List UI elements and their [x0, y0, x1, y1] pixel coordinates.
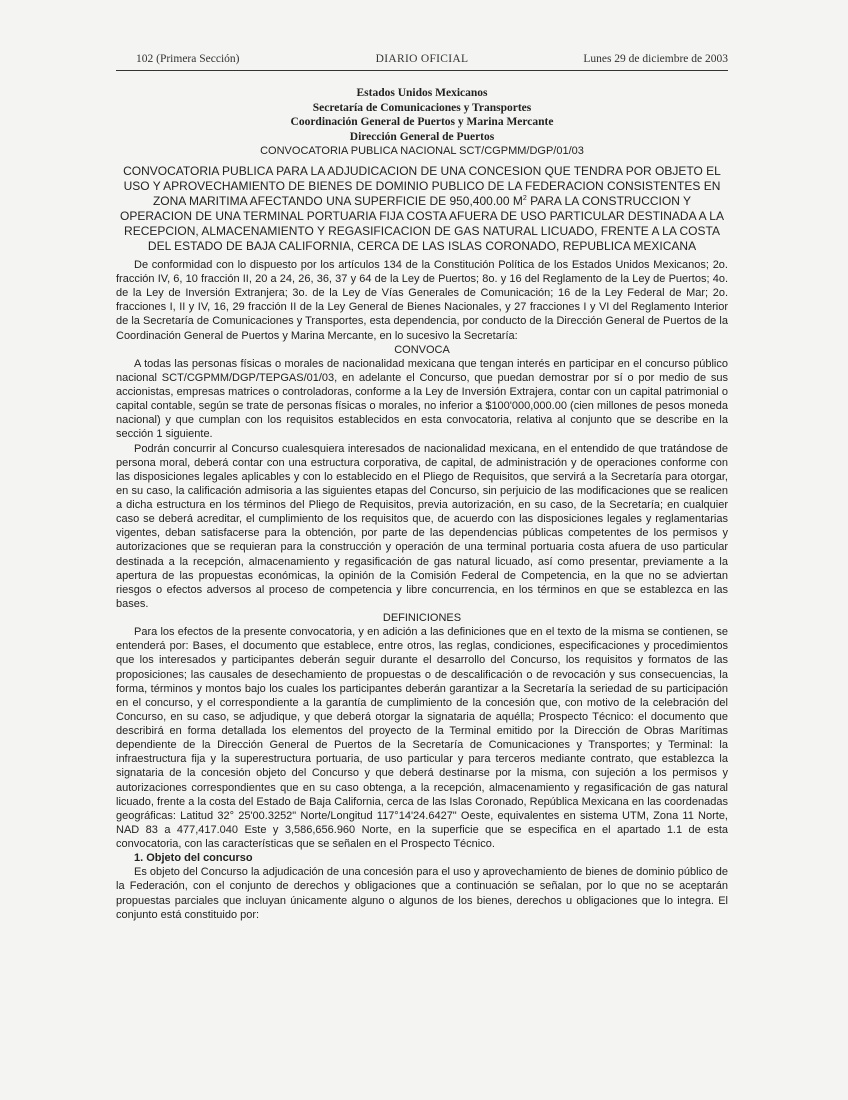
title-part-2: PARA LA CONSTRUCCION Y OPERACION DE UNA TERMINAL PORTUARIA FIJA COSTA AFUERA DE USO PARTICULAR DESTINADA A LA RECEPCION, ALMACENAMIENTO Y REGASIFICACION DE GAS NATURAL LICUADO, FRENTE A LA COSTA DEL ESTADO DE BAJA CALIFORNIA, CERCA DE LAS ISLAS CORONADO, REPUBLICA MEXICANA [120, 193, 724, 253]
heading-line-1: Estados Unidos Mexicanos [356, 87, 488, 99]
heading-line-4: Dirección General de Puertos [349, 130, 495, 143]
document-body [116, 86, 728, 922]
running-header [116, 53, 728, 71]
definiciones-paragraph: Para los efectos de la presente convocatoria, y en adición a las definiciones que en el texto de la misma se contienen, se entenderá por: Bases, el documento que establece, entre otros, las reglas, condiciones, especificaciones y procedimientos que los interesados y participantes deberán seguir durante el desarrollo del Concurso, los requisitos y formatos de las proposiciones; las causales de desechamiento de propuestas o de descalificación o de revocación y sus consecuencias, la forma, términos y montos bajo los cuales los participantes deberán garantizar a la Secretaría la seriedad de su participación en el concurso, y el correspondiente a la garantía de cumplimiento de la concesión que, con motivo de la celebración del Concurso, en su caso, se adjudique, y que deberá otorgar la signataria de aquélla; Prospecto Técnico: el documento que describirá en forma detallada los elementos del proyecto de la Terminal emitido por la Dirección de Obras Marítimas dependiente de la Dirección General de Puertos de la Secretaría de Comunicaciones y Transportes; y Terminal: la infraestructura fija y la superestructura portuaria, de uso particular y para terceros mediante contrato, que establezca la signataria de la concesión objeto del Concurso y que deberá destinarse por la misma, con sujeción a los permisos y autorizaciones correspondientes que en su caso obtenga, a la recepción, almacenamiento y regasificación de gas natural licuado, frente a la costa del Estado de Baja California, cerca de las Islas Coronado, República Mexicana en las coordenadas geográficas: Latitud 32° 25'00.3252" Norte/Longitud 117°14'24.6427" Oeste, equivalentes en sistema UTM, Zona 11 Norte, NAD 83 a 477,417.040 Este y 3,586,656.960 Norte, en la superficie que se especifica en el apartado 1.1 de esta convocatoria, con las características que se señalen en el Prospecto Técnico. [116, 626, 728, 851]
section-heading-convoca: CONVOCA [394, 343, 450, 356]
section-heading-objeto: 1. Objeto del concurso [134, 852, 253, 865]
convoca-paragraph-1: A todas las personas físicas o morales de nacionalidad mexicana que tengan interés en participar en el concurso público nacional SCT/CGPMM/DGP/TEPGAS/01/03, en adelante el Concurso, que puedan demostrar por sí o por medio de sus accionistas, empresas matrices o controladoras, conforme a la Ley de Inversión Extrajera, contar con un capital patrimonial o capital contable, según se trate de personas físicas o morales, no inferior a $100'000,000.00 (cien millones de pesos moneda nacional) y que cumplan con los requisitos establecidos en esta convocatoria, relativa al conjunto que se describe en la sección 1 siguiente. [116, 357, 728, 441]
publication-name: DIARIO OFICIAL [375, 53, 469, 65]
page-number-section: 102 (Primera Sección) [136, 53, 240, 65]
convoca-paragraph-2: Podrán concurrir al Concurso cualesquiera interesados de nacionalidad mexicana, en el entendido de que tratándose de persona moral, deberá contar con una estructura corporativa, de capital, de administración y de operaciones conforme con las disposiciones legales aplicables y con lo establecido en el Pliego de Requisitos, que servirá a la Secretaría para otorgar, en su caso, la calificación admisoria a las siguientes etapas del Concurso, sin perjuicio de las modificaciones que se realicen a dicha estructura en los términos del Pliego de Requisitos, previa autorización, en su caso, de la Secretaría; en cualquier caso se deberá acreditar, el cumplimiento de los requisitos que, de acuerdo con las disposiciones legales y reglamentarias vigentes, deban satisfacerse para la obtención, por parte de las dependencias públicas competentes de los permisos y autorizaciones que se requieran para la construcción y operación de una terminal portuaria costa afuera de uso particular destinada a la recepción, almacenamiento y regasificación de gas natural licuado, así como presentar, previamente a la apertura de las propuestas económicas, la opinión de la Comisión Federal de Competencia, en la que no se adviertan riesgos o efectos adversos al proceso de competencia y libre concurrencia, en los términos en que se establezca en las bases. [116, 442, 728, 610]
convocatoria-code: CONVOCATORIA PUBLICA NACIONAL SCT/CGPMM/DGP/01/03 [260, 145, 584, 158]
objeto-paragraph: Es objeto del Concurso la adjudicación de una concesión para el uso y aprovechamiento de bienes de dominio público de la Federación, con el conjunto de derechos y obligaciones que a continuación se señalan, por lo que no se aceptarán propuestas parciales que incluyan únicamente alguno o algunos de los bienes, derechos u obligaciones que lo integra. El conjunto está constituido por: [116, 866, 728, 921]
publication-date: Lunes 29 de diciembre de 2003 [583, 53, 728, 65]
title-part-1: CONVOCATORIA PUBLICA PARA LA ADJUDICACION DE UNA CONCESION QUE TENDRA POR OBJETO EL USO Y APROVECHAMIENTO DE BIENES DE DOMINIO PUBLICO DE LA FEDERACION CONSISTENTES EN ZONA MARITIMA AFECTANDO UNA SUPERFICIE DE 950,400.00 M [123, 163, 721, 208]
heading-line-2: Secretaría de Comunicaciones y Transportes [312, 101, 532, 114]
title-superscript: 2 [522, 194, 527, 202]
intro-paragraph: De conformidad con lo dispuesto por los artículos 134 de la Constitución Política de los Estados Unidos Mexicanos; 2o. fracción IV, 6, 10 fracción II, 20 a 24, 26, 36, 37 y 64 de la Ley de Puertos; 8o. y 16 del Reglamento de la Ley de Puertos; 4o. de la Ley de Inversión Extranjera; 3o. de la Ley de Vías Generales de Comunicación; 16 de la Ley Federal de Mar; 2o. fracciones I, II y IV, 16, 29 fracción II de la Ley General de Bienes Nacionales, y 27 fracciones I y VI del Reglamento Interior de la Secretaría de Comunicaciones y Transportes, esta dependencia, por conducto de la Dirección General de Puertos de la Coordinación General de Puertos y Marina Mercante, en lo sucesivo la Secretaría: [116, 258, 728, 342]
document-title [116, 164, 728, 254]
heading-line-3: Coordinación General de Puertos y Marina Mercante [290, 116, 554, 129]
section-heading-definiciones: DEFINICIONES [382, 612, 462, 625]
